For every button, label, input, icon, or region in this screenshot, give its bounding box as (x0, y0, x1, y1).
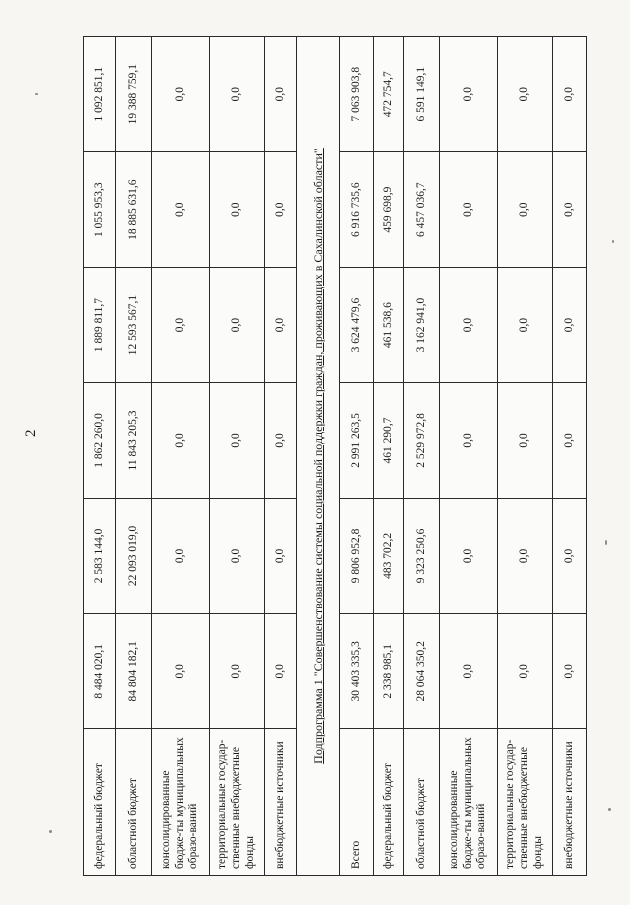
value-cell: 0,0 (152, 614, 210, 729)
value-cell: 0,0 (553, 152, 587, 267)
table-row (152, 37, 210, 876)
subprogram-title: Подпрограмма 1 "Совершенствование системы социальной поддержки граждан, проживающих в Сахалинской области" (297, 37, 340, 876)
value-cell: 0,0 (498, 37, 553, 152)
value-cell: 22 093 019,0 (116, 498, 152, 613)
scan-speck (612, 240, 614, 243)
value-cell: 6 916 735,6 (340, 152, 374, 267)
row-label: областной бюджет (404, 729, 440, 876)
funding-table-bottom (340, 37, 587, 876)
value-cell: 461 538,6 (374, 267, 404, 382)
value-cell: 3 624 479,6 (340, 267, 374, 382)
table-row (498, 37, 553, 876)
value-cell: 18 885 631,6 (116, 152, 152, 267)
value-cell: 1 092 851,1 (84, 37, 116, 152)
value-cell: 0,0 (440, 383, 498, 498)
value-cell: 0,0 (210, 498, 265, 613)
value-cell: 3 162 941,0 (404, 267, 440, 382)
value-cell: 0,0 (152, 498, 210, 613)
value-cell: 0,0 (265, 614, 297, 729)
value-cell: 28 064 350,2 (404, 614, 440, 729)
value-cell: 483 702,2 (374, 498, 404, 613)
row-label: внебюджетные источники (553, 729, 587, 876)
value-cell: 0,0 (265, 152, 297, 267)
value-cell: 6 457 036,7 (404, 152, 440, 267)
value-cell: 0,0 (498, 267, 553, 382)
value-cell: 0,0 (265, 267, 297, 382)
value-cell: 30 403 335,3 (340, 614, 374, 729)
value-cell: 0,0 (440, 267, 498, 382)
scan-speck (608, 808, 611, 811)
value-cell: 0,0 (265, 37, 297, 152)
value-cell: 0,0 (210, 383, 265, 498)
value-cell: 0,0 (152, 37, 210, 152)
value-cell: 0,0 (498, 498, 553, 613)
value-cell: 11 843 205,3 (116, 383, 152, 498)
value-cell: 0,0 (498, 614, 553, 729)
value-cell: 0,0 (440, 152, 498, 267)
table-row (265, 37, 297, 876)
funding-table (83, 36, 587, 876)
table-row (210, 37, 265, 876)
value-cell: 1 862 260,0 (84, 383, 116, 498)
value-cell: 0,0 (498, 383, 553, 498)
funding-table-top (84, 37, 297, 876)
value-cell: 2 991 263,5 (340, 383, 374, 498)
value-cell: 0,0 (440, 614, 498, 729)
value-cell: 0,0 (210, 152, 265, 267)
value-cell: 0,0 (440, 498, 498, 613)
page-number: 2 (23, 429, 39, 437)
value-cell: 461 290,7 (374, 383, 404, 498)
table-row (440, 37, 498, 876)
row-label: Всего (340, 729, 374, 876)
subprogram-header-row (297, 37, 340, 876)
value-cell: 7 063 903,8 (340, 37, 374, 152)
value-cell: 0,0 (210, 267, 265, 382)
value-cell: 9 806 952,8 (340, 498, 374, 613)
row-label: федеральный бюджет (374, 729, 404, 876)
value-cell: 0,0 (152, 383, 210, 498)
table-row (374, 37, 404, 876)
value-cell: 0,0 (553, 383, 587, 498)
value-cell: 0,0 (152, 267, 210, 382)
row-label: областной бюджет (116, 729, 152, 876)
value-cell: 0,0 (440, 37, 498, 152)
value-cell: 0,0 (265, 498, 297, 613)
row-label: территориальные государ-ственные внебюджетные фонды (498, 729, 553, 876)
value-cell: 0,0 (265, 383, 297, 498)
scan-speck (49, 830, 52, 833)
row-label: территориальные государ-ственные внебюджетные фонды (210, 729, 265, 876)
value-cell: 0,0 (553, 267, 587, 382)
scan-speck (35, 93, 38, 95)
value-cell: 1 889 811,7 (84, 267, 116, 382)
value-cell: 9 323 250,6 (404, 498, 440, 613)
scan-speck (605, 540, 607, 545)
value-cell: 0,0 (210, 37, 265, 152)
row-label: консолидированные бюдже-ты муниципальных образо-ваний (440, 729, 498, 876)
value-cell: 2 529 972,8 (404, 383, 440, 498)
value-cell: 1 055 953,3 (84, 152, 116, 267)
value-cell: 0,0 (152, 152, 210, 267)
value-cell: 8 484 020,1 (84, 614, 116, 729)
value-cell: 0,0 (553, 498, 587, 613)
table-row (116, 37, 152, 876)
rotated-table-wrapper (83, 36, 573, 876)
value-cell: 0,0 (553, 37, 587, 152)
value-cell: 0,0 (210, 614, 265, 729)
value-cell: 2 583 144,0 (84, 498, 116, 613)
funding-table-subprogram (297, 37, 340, 876)
value-cell: 19 388 759,1 (116, 37, 152, 152)
table-row (84, 37, 116, 876)
row-label: консолидированные бюдже-ты муниципальных образо-ваний (152, 729, 210, 876)
table-row (404, 37, 440, 876)
table-row (340, 37, 374, 876)
value-cell: 0,0 (498, 152, 553, 267)
value-cell: 459 698,9 (374, 152, 404, 267)
row-label: внебюджетные источники (265, 729, 297, 876)
row-label: федеральный бюджет (84, 729, 116, 876)
value-cell: 12 593 567,1 (116, 267, 152, 382)
value-cell: 472 754,7 (374, 37, 404, 152)
value-cell: 84 804 182,1 (116, 614, 152, 729)
table-row (553, 37, 587, 876)
value-cell: 0,0 (553, 614, 587, 729)
value-cell: 2 338 985,1 (374, 614, 404, 729)
value-cell: 6 591 149,1 (404, 37, 440, 152)
